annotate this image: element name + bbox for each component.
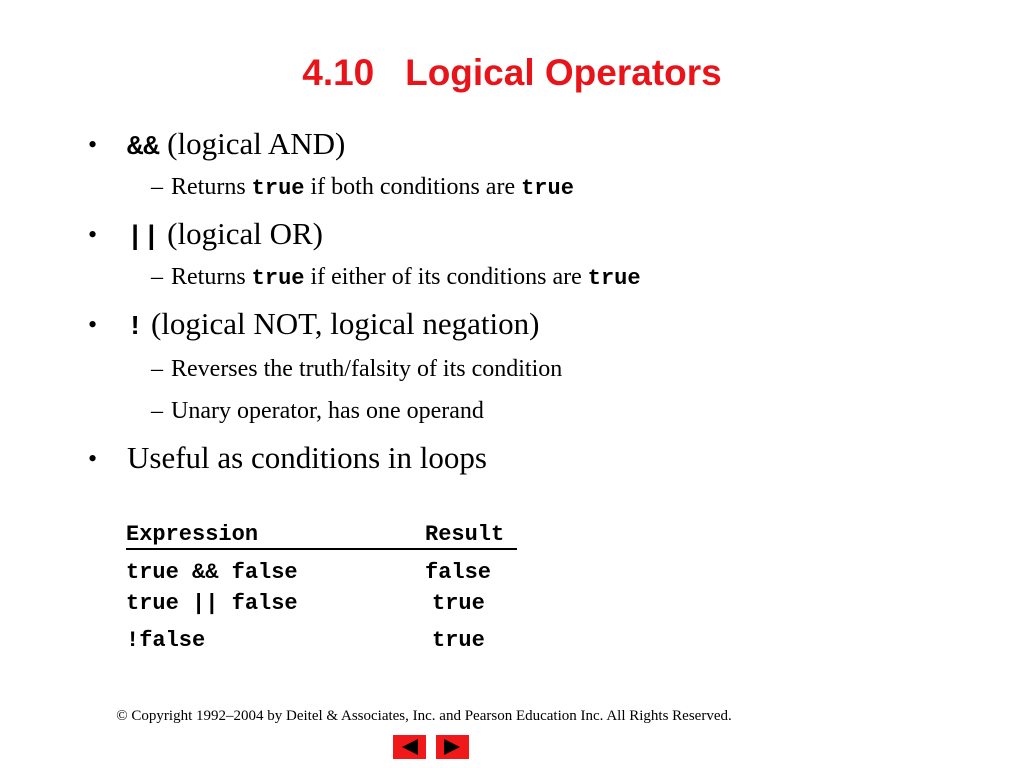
left-arrow-icon: [393, 735, 426, 759]
bullet-marker: •: [88, 310, 98, 339]
table-row-3-expression: !false: [126, 628, 206, 653]
bullet-logical-or: [127, 216, 323, 253]
slide-title: 4.10 Logical Operators: [302, 52, 722, 93]
sub-and-returns: [171, 174, 574, 201]
table-header-underline: [126, 548, 517, 550]
sub-not-unary: Unary operator, has one operand: [171, 398, 484, 424]
sub-or-returns: [171, 264, 641, 291]
not-operator-code: !: [127, 313, 144, 343]
previous-slide-button[interactable]: [393, 735, 426, 759]
next-slide-button[interactable]: [436, 735, 469, 759]
sub-text: Returns: [171, 264, 252, 290]
bullet-useful-in-loops: Useful as conditions in loops: [127, 440, 487, 475]
table-row-2-expression: true || false: [126, 591, 298, 616]
bullet-marker: •: [88, 220, 98, 249]
table-header-result: Result: [425, 522, 505, 547]
copyright-notice: © Copyright 1992–2004 by Deitel & Associates, Inc. and Pearson Education Inc. All Rights Reserved.: [116, 708, 732, 724]
table-row-1-result: false: [425, 560, 492, 585]
not-operator-desc: (logical NOT, logical negation): [150, 306, 540, 341]
code-true: true: [521, 176, 574, 201]
bullet-logical-and: [127, 126, 345, 163]
code-true: true: [251, 266, 305, 291]
table-row-1-expression: true && false: [126, 560, 298, 585]
dash-marker: –: [151, 398, 163, 424]
code-true: true: [251, 176, 305, 201]
right-arrow-icon: [436, 735, 469, 759]
table-row-3-result: true: [432, 628, 485, 653]
table-row-2-result: true: [432, 591, 485, 616]
table-header-expression: Expression: [126, 522, 259, 547]
dash-marker: –: [151, 264, 163, 290]
bullet-logical-not: [127, 306, 539, 343]
bullet-marker: •: [88, 130, 98, 159]
sub-text: Returns: [171, 174, 252, 200]
code-true: true: [587, 266, 641, 291]
dash-marker: –: [151, 356, 163, 382]
sub-text: if both conditions are: [304, 174, 522, 200]
dash-marker: –: [151, 174, 163, 200]
or-operator-desc: (logical OR): [167, 216, 323, 251]
sub-not-reverses: Reverses the truth/falsity of its condition: [171, 356, 563, 382]
and-operator-code: &&: [127, 133, 160, 163]
bullet-marker: •: [88, 444, 98, 473]
sub-text: if either of its conditions are: [304, 264, 588, 290]
or-operator-code: ||: [127, 223, 160, 253]
and-operator-desc: (logical AND): [167, 126, 346, 161]
